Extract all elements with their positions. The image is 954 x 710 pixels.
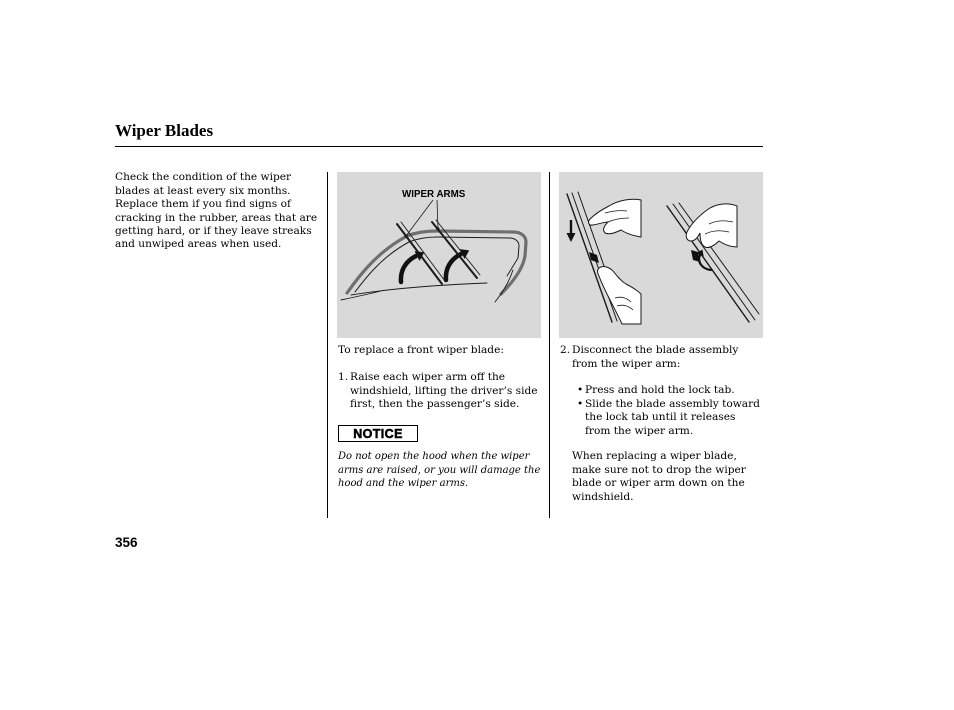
raise-arrow-icon [401, 251, 424, 282]
bullet-item: Slide the blade assembly toward the lock tab until it releases from the wiper arm. [585, 397, 760, 437]
title-rule [115, 146, 763, 147]
step-text: Raise each wiper arm off the windshield, lifting the driver’s side first, then the passenger’s side. [350, 371, 538, 411]
notice-badge [338, 425, 418, 442]
step-number: 1. [338, 371, 349, 384]
bullet-item: Press and hold the lock tab. [585, 384, 735, 397]
hand-sliding-blade [686, 204, 737, 248]
replacement-caution: When replacing a wiper blade, make sure not to drop the wiper blade or wiper arm down on the windshield. [572, 450, 746, 503]
hand-pressing-lock-tab [589, 199, 641, 237]
bullet-marker: • [577, 397, 584, 410]
hand-holding-wiper-arm [598, 267, 642, 324]
blade-removal-illustration [559, 172, 763, 338]
bullet-marker: • [577, 384, 584, 397]
step-text: Disconnect the blade assembly from the wiper arm: [572, 344, 739, 370]
notice-text: Do not open the hood when the wiper arms are raised, or you will damage the hood and the wiper arms. [338, 451, 541, 490]
car-outline [341, 231, 526, 302]
page-number: 356 [115, 535, 138, 551]
intro-paragraph: Check the condition of the wiper blades at least every six months. Replace them if you find signs of cracking in the rubber, areas that are getting hard, or if they leave streaks and unwiped areas when used. [115, 171, 318, 251]
notice-label: NOTICE [353, 426, 403, 441]
column-divider-right [549, 172, 550, 518]
blade-removal-figure [559, 172, 763, 338]
page-title: Wiper Blades [115, 121, 214, 140]
replace-intro: To replace a front wiper blade: [338, 344, 504, 357]
wiper-arms-label: WIPER ARMS [402, 188, 466, 200]
column-divider-left [327, 172, 328, 518]
down-arrow-icon [567, 220, 576, 242]
step-number: 2. [560, 344, 571, 357]
slide-arrow-icon [696, 250, 711, 271]
